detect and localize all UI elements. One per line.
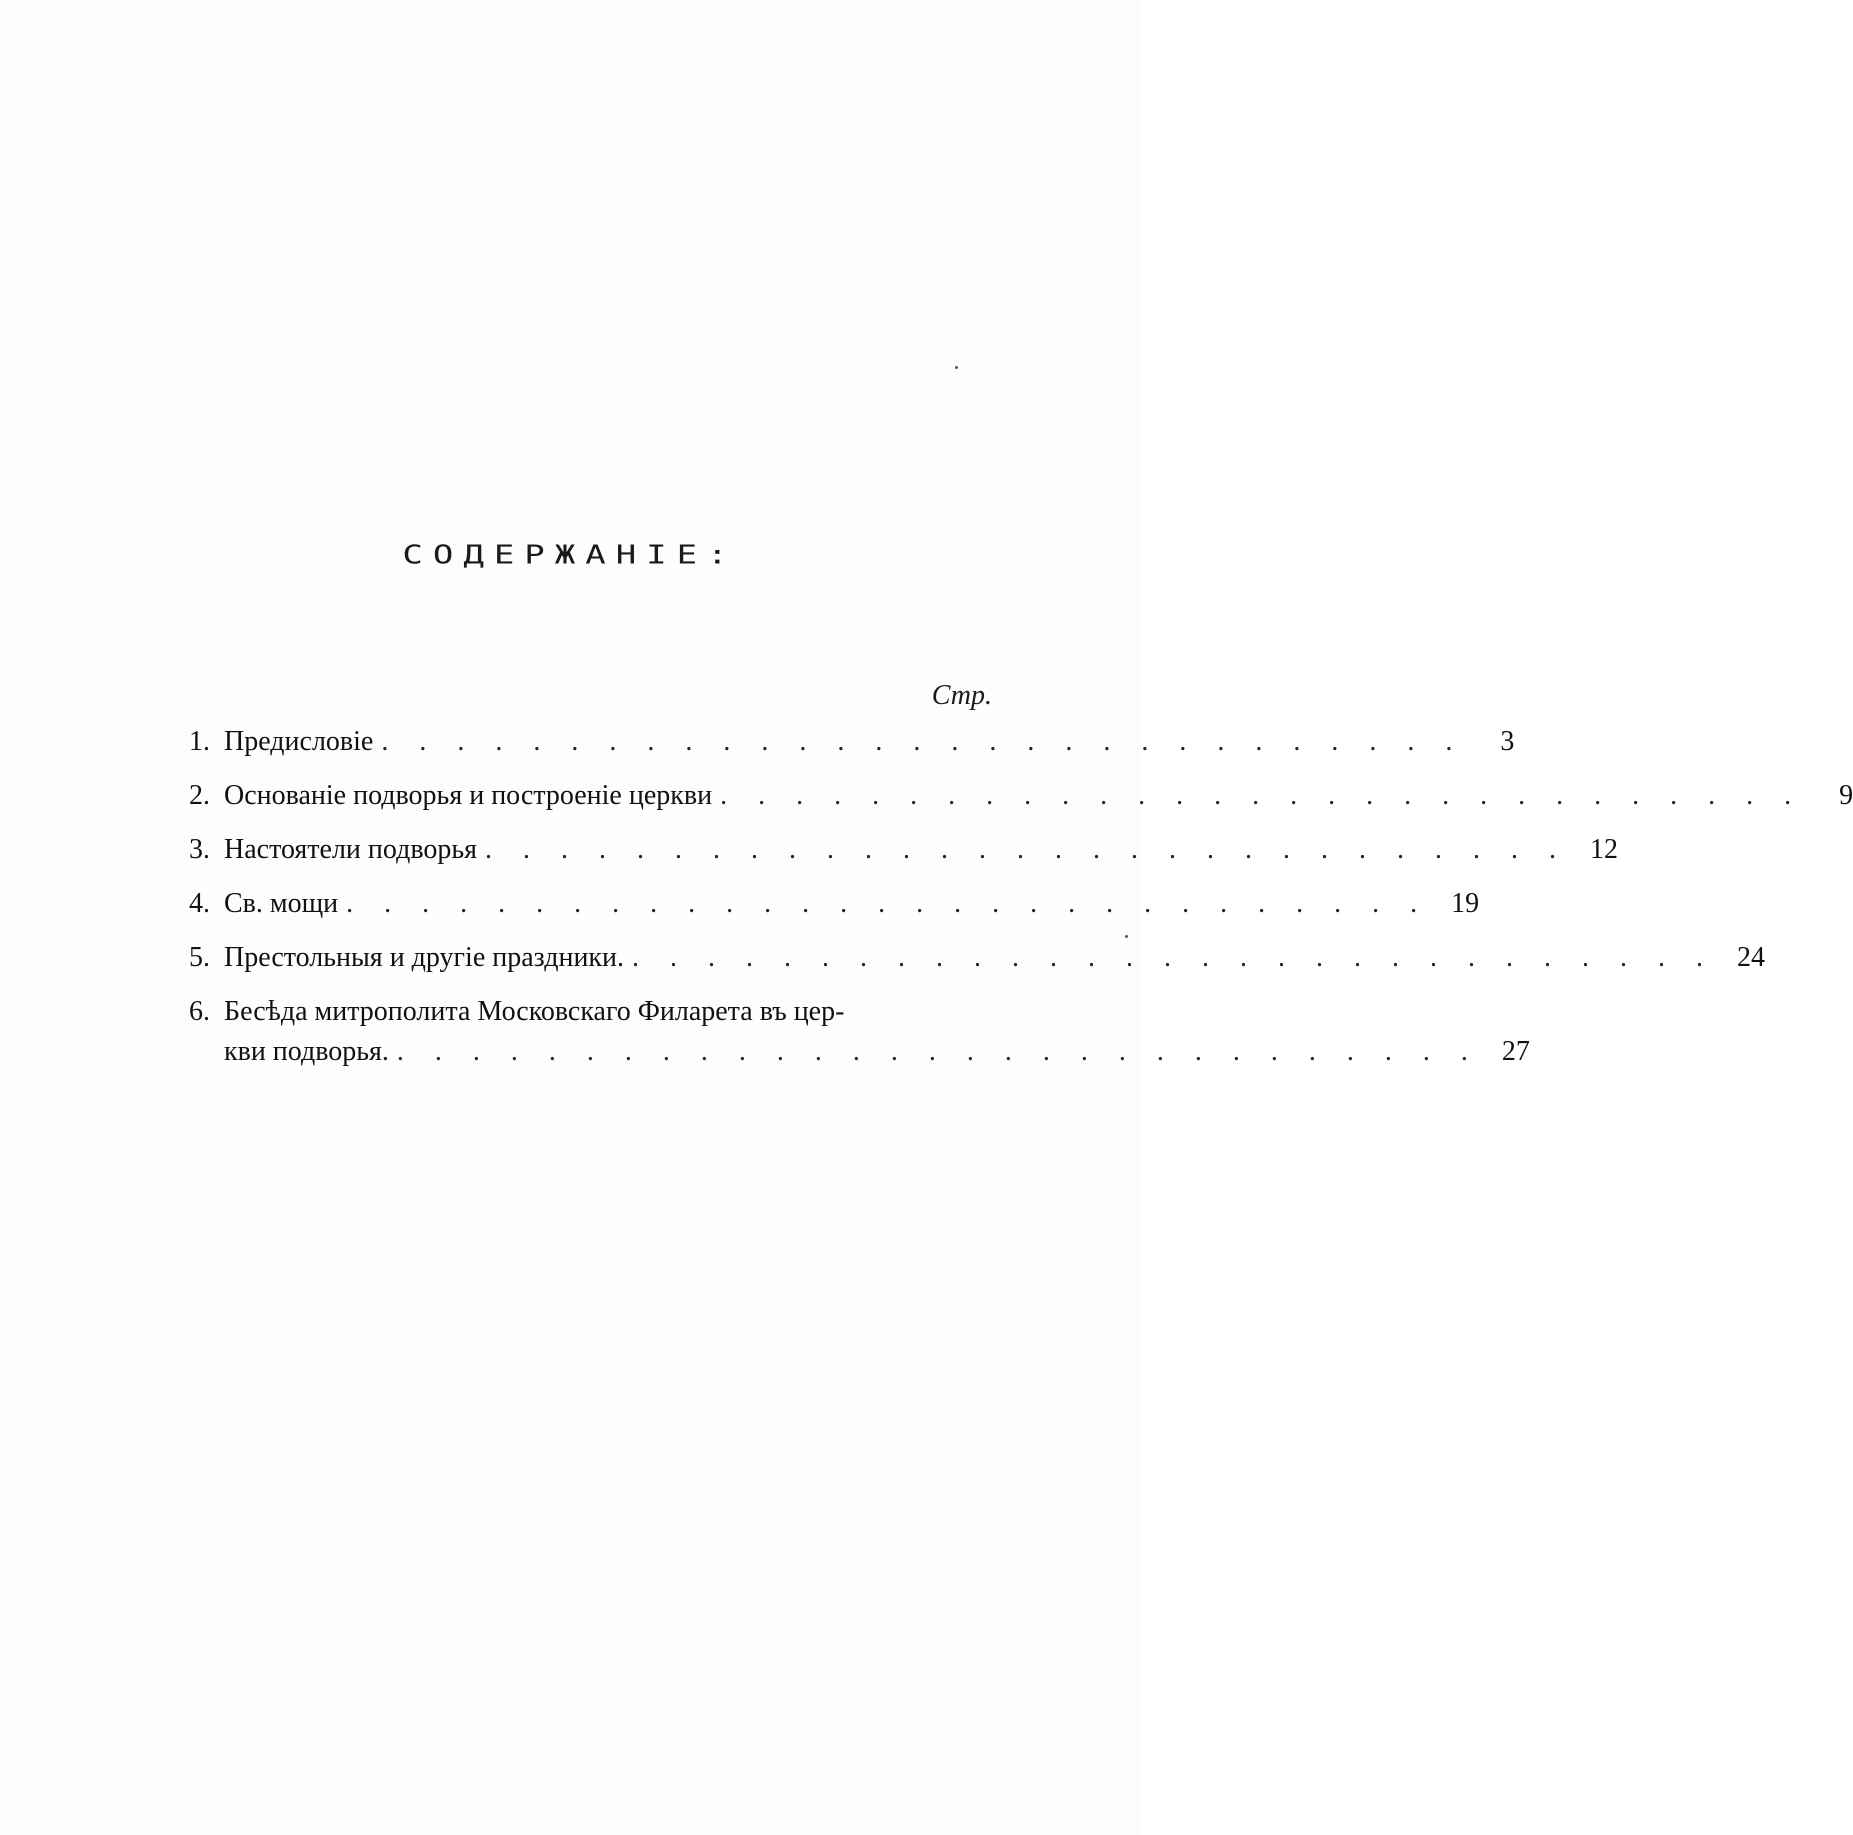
- toc-entry[interactable]: [160, 823, 1619, 877]
- toc-entry-title: Основаніе подворья и построеніе церкви: [224, 780, 713, 811]
- page-title: СОДЕРЖАНІЕ:: [402, 540, 738, 570]
- toc-entry-second-line: [160, 1032, 1530, 1072]
- toc-entry[interactable]: [160, 769, 1853, 823]
- toc-entry-number: 6.: [189, 996, 210, 1027]
- toc-entry-page: 12: [1590, 834, 1619, 865]
- toc-entry[interactable]: [160, 715, 1515, 769]
- toc-entry-title: Настоятели подворья: [224, 834, 478, 865]
- toc-entry-number: 4.: [189, 888, 210, 919]
- toc-entry-first-line: [160, 992, 980, 1032]
- toc-entry-title-continued: кви подворья.: [224, 1036, 389, 1067]
- toc-entry[interactable]: [160, 877, 1480, 931]
- toc-entry-page: 27: [1501, 1036, 1530, 1067]
- toc-entry[interactable]: [160, 931, 1766, 985]
- page-column-label: Стр.: [931, 680, 992, 711]
- leader-dots: . . . . . . . . . . . . . . . . . . . . . . . . . . . . .: [720, 780, 1804, 811]
- leader-dots: . . . . . . . . . . . . . . . . . . . . . . . . . . . . .: [381, 726, 1465, 757]
- toc-entry-title: Св. мощи: [224, 888, 339, 919]
- toc-entry-page: 9: [1839, 780, 1853, 811]
- paper-speck: [955, 366, 958, 369]
- leader-dots: . . . . . . . . . . . . . . . . . . . . . . . . . . . . .: [346, 888, 1430, 919]
- table-of-contents: [160, 715, 1853, 1072]
- toc-entry-page: 3: [1500, 726, 1515, 757]
- toc-entry-page: 24: [1737, 942, 1766, 973]
- leader-dots: . . . . . . . . . . . . . . . . . . . . . . . . . . . . .: [485, 834, 1569, 865]
- toc-entry-number: 1.: [189, 726, 210, 757]
- toc-entry-number: 2.: [189, 780, 210, 811]
- leader-dots: . . . . . . . . . . . . . . . . . . . . . . . . . . . . .: [396, 1036, 1480, 1067]
- toc-entry-page: 19: [1451, 888, 1480, 919]
- toc-entry[interactable]: [160, 992, 1530, 1072]
- toc-entry-title: Предисловіе: [224, 726, 374, 757]
- leader-dots: . . . . . . . . . . . . . . . . . . . . . . . . . . . . .: [632, 942, 1716, 973]
- toc-entry-number: 5.: [189, 942, 210, 973]
- toc-entry-title: Бесѣда митрополита Московскаго Филарета въ цер-: [224, 996, 845, 1027]
- toc-entry-number: 3.: [189, 834, 210, 865]
- toc-entry-title: Престольныя и другіе праздники.: [224, 942, 625, 973]
